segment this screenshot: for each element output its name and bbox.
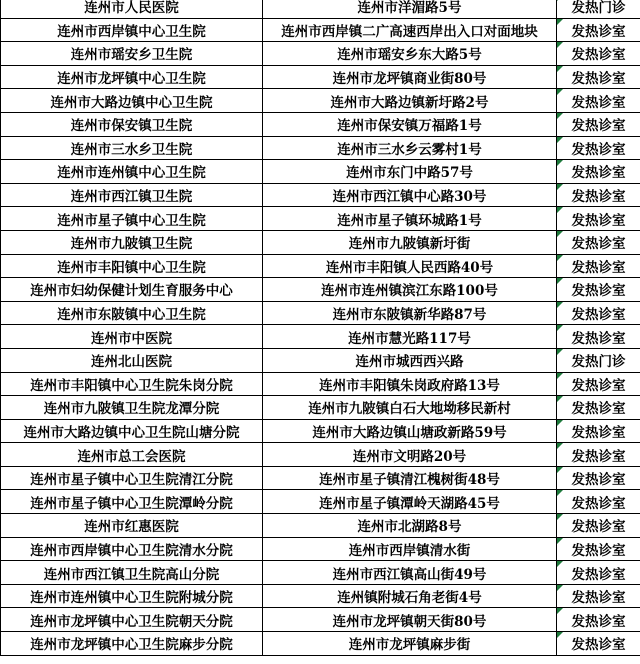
table-row	[1, 443, 640, 467]
address-cell: 连州市大路边镇山塘政新路59号	[263, 419, 557, 443]
hospital-name-cell: 连州市西江镇卫生院	[1, 183, 263, 207]
clinic-type-cell: 发热诊室	[557, 230, 640, 254]
hospital-name-cell: 连州市保安镇卫生院	[1, 112, 263, 136]
clinic-type-cell: 发热诊室	[557, 419, 640, 443]
clinic-type-cell: 发热诊室	[557, 443, 640, 467]
clinic-type-cell: 发热诊室	[557, 301, 640, 325]
clinic-type-cell: 发热诊室	[557, 561, 640, 585]
address-cell: 连州市西岸镇二广高速西岸出入口对面地块	[263, 18, 557, 42]
address-cell: 连州市丰阳镇人民西路40号	[263, 254, 557, 278]
table-row	[1, 396, 640, 420]
address-cell: 连州市城西西兴路	[263, 348, 557, 372]
clinic-type-cell: 发热诊室	[557, 183, 640, 207]
table-row	[1, 584, 640, 608]
clinic-type-cell: 发热诊室	[557, 112, 640, 136]
clinic-type-cell: 发热诊室	[557, 608, 640, 632]
hospital-name-cell: 连州北山医院	[1, 348, 263, 372]
address-cell: 连州市大路边镇新圩路2号	[263, 89, 557, 113]
hospital-name-cell: 连州市东陂镇中心卫生院	[1, 301, 263, 325]
hospital-name-cell: 连州市丰阳镇中心卫生院朱岗分院	[1, 372, 263, 396]
address-cell: 连州市星子镇清江槐树街48号	[263, 466, 557, 490]
clinic-type-cell: 发热诊室	[557, 396, 640, 420]
table-row	[1, 325, 640, 349]
hospital-name-cell: 连州市龙坪镇中心卫生院麻步分院	[1, 632, 263, 656]
hospital-name-cell: 连州市九陂镇卫生院	[1, 230, 263, 254]
address-cell: 连州市九陂镇白石大地坳移民新村	[263, 396, 557, 420]
clinic-type-cell: 发热诊室	[557, 466, 640, 490]
address-cell: 连州市东门中路57号	[263, 160, 557, 184]
clinic-type-cell: 发热诊室	[557, 632, 640, 656]
table-row	[1, 372, 640, 396]
address-cell: 连州市九陂镇新圩街	[263, 230, 557, 254]
address-cell: 连州市北湖路8号	[263, 514, 557, 538]
address-cell: 连州市丰阳镇朱岗政府路13号	[263, 372, 557, 396]
clinic-type-cell: 发热诊室	[557, 65, 640, 89]
table-row	[1, 112, 640, 136]
hospital-name-cell: 连州市连州镇中心卫生院附城分院	[1, 584, 263, 608]
hospital-name-cell: 连州市人民医院	[1, 0, 263, 18]
hospital-name-cell: 连州市连州镇中心卫生院	[1, 160, 263, 184]
address-cell: 连州市瑶安乡东大路5号	[263, 42, 557, 66]
table-row	[1, 608, 640, 632]
hospital-name-cell: 连州市星子镇中心卫生院清江分院	[1, 466, 263, 490]
table-row	[1, 160, 640, 184]
table-row	[1, 419, 640, 443]
table-row	[1, 183, 640, 207]
address-cell: 连州市星子镇潭岭天湖路45号	[263, 490, 557, 514]
address-cell: 连州市龙坪镇商业街80号	[263, 65, 557, 89]
clinic-type-cell: 发热诊室	[557, 89, 640, 113]
hospital-name-cell: 连州市大路边镇中心卫生院	[1, 89, 263, 113]
clinic-type-cell: 发热诊室	[557, 490, 640, 514]
clinic-type-cell: 发热门诊	[557, 348, 640, 372]
table-row	[1, 278, 640, 302]
table-row	[1, 42, 640, 66]
address-cell: 连州市星子镇环城路1号	[263, 207, 557, 231]
hospital-name-cell: 连州市星子镇中心卫生院	[1, 207, 263, 231]
hospital-name-cell: 连州市丰阳镇中心卫生院	[1, 254, 263, 278]
clinic-type-cell: 发热诊室	[557, 18, 640, 42]
hospital-name-cell: 连州市西江镇卫生院高山分院	[1, 561, 263, 585]
clinic-type-cell: 发热诊室	[557, 584, 640, 608]
hospital-name-cell: 连州市西岸镇中心卫生院	[1, 18, 263, 42]
hospital-name-cell: 连州市星子镇中心卫生院潭岭分院	[1, 490, 263, 514]
table-row	[1, 207, 640, 231]
table-row	[1, 230, 640, 254]
address-cell: 连州市连州镇滨江东路100号	[263, 278, 557, 302]
address-cell: 连州市西江镇高山街49号	[263, 561, 557, 585]
table-row	[1, 632, 640, 656]
address-cell: 连州镇附城石角老街4号	[263, 584, 557, 608]
table-row	[1, 490, 640, 514]
clinic-type-cell: 发热诊室	[557, 514, 640, 538]
hospital-name-cell: 连州市龙坪镇中心卫生院	[1, 65, 263, 89]
hospital-name-cell: 连州市妇幼保健计划生育服务中心	[1, 278, 263, 302]
address-cell: 连州市慧光路117号	[263, 325, 557, 349]
hospital-name-cell: 连州市西岸镇中心卫生院清水分院	[1, 537, 263, 561]
table-row	[1, 348, 640, 372]
clinic-type-cell: 发热诊室	[557, 278, 640, 302]
address-cell: 连州市东陂镇新华路87号	[263, 301, 557, 325]
clinic-type-cell: 发热诊室	[557, 42, 640, 66]
hospital-name-cell: 连州市大路边镇中心卫生院山塘分院	[1, 419, 263, 443]
table-row	[1, 18, 640, 42]
clinic-type-cell: 发热诊室	[557, 537, 640, 561]
clinic-type-cell: 发热诊室	[557, 372, 640, 396]
address-cell: 连州市洋湄路5号	[263, 0, 557, 18]
clinic-type-cell: 发热诊室	[557, 136, 640, 160]
table-body	[1, 0, 640, 655]
address-cell: 连州市三水乡云雾村1号	[263, 136, 557, 160]
hospital-name-cell: 连州市总工会医院	[1, 443, 263, 467]
table-row	[1, 65, 640, 89]
address-cell: 连州市文明路20号	[263, 443, 557, 467]
clinic-type-cell: 发热门诊	[557, 0, 640, 18]
table-row	[1, 301, 640, 325]
hospital-name-cell: 连州市红惠医院	[1, 514, 263, 538]
table-row	[1, 136, 640, 160]
table-row	[1, 254, 640, 278]
table-row	[1, 466, 640, 490]
clinic-type-cell: 发热诊室	[557, 160, 640, 184]
address-cell: 连州市西江镇中心路30号	[263, 183, 557, 207]
hospital-name-cell: 连州市三水乡卫生院	[1, 136, 263, 160]
clinic-type-cell: 发热诊室	[557, 325, 640, 349]
address-cell: 连州市龙坪镇麻步街	[263, 632, 557, 656]
address-cell: 连州市西岸镇清水街	[263, 537, 557, 561]
address-cell: 连州市龙坪镇朝天街80号	[263, 608, 557, 632]
clinic-type-cell: 发热诊室	[557, 254, 640, 278]
hospital-name-cell: 连州市中医院	[1, 325, 263, 349]
hospital-name-cell: 连州市九陂镇卫生院龙潭分院	[1, 396, 263, 420]
address-cell: 连州市保安镇万福路1号	[263, 112, 557, 136]
table-row	[1, 514, 640, 538]
table-row	[1, 89, 640, 113]
table-row	[1, 0, 640, 18]
table-row	[1, 561, 640, 585]
clinic-type-cell: 发热诊室	[557, 207, 640, 231]
hospital-name-cell: 连州市瑶安乡卫生院	[1, 42, 263, 66]
table-row	[1, 537, 640, 561]
hospital-name-cell: 连州市龙坪镇中心卫生院朝天分院	[1, 608, 263, 632]
